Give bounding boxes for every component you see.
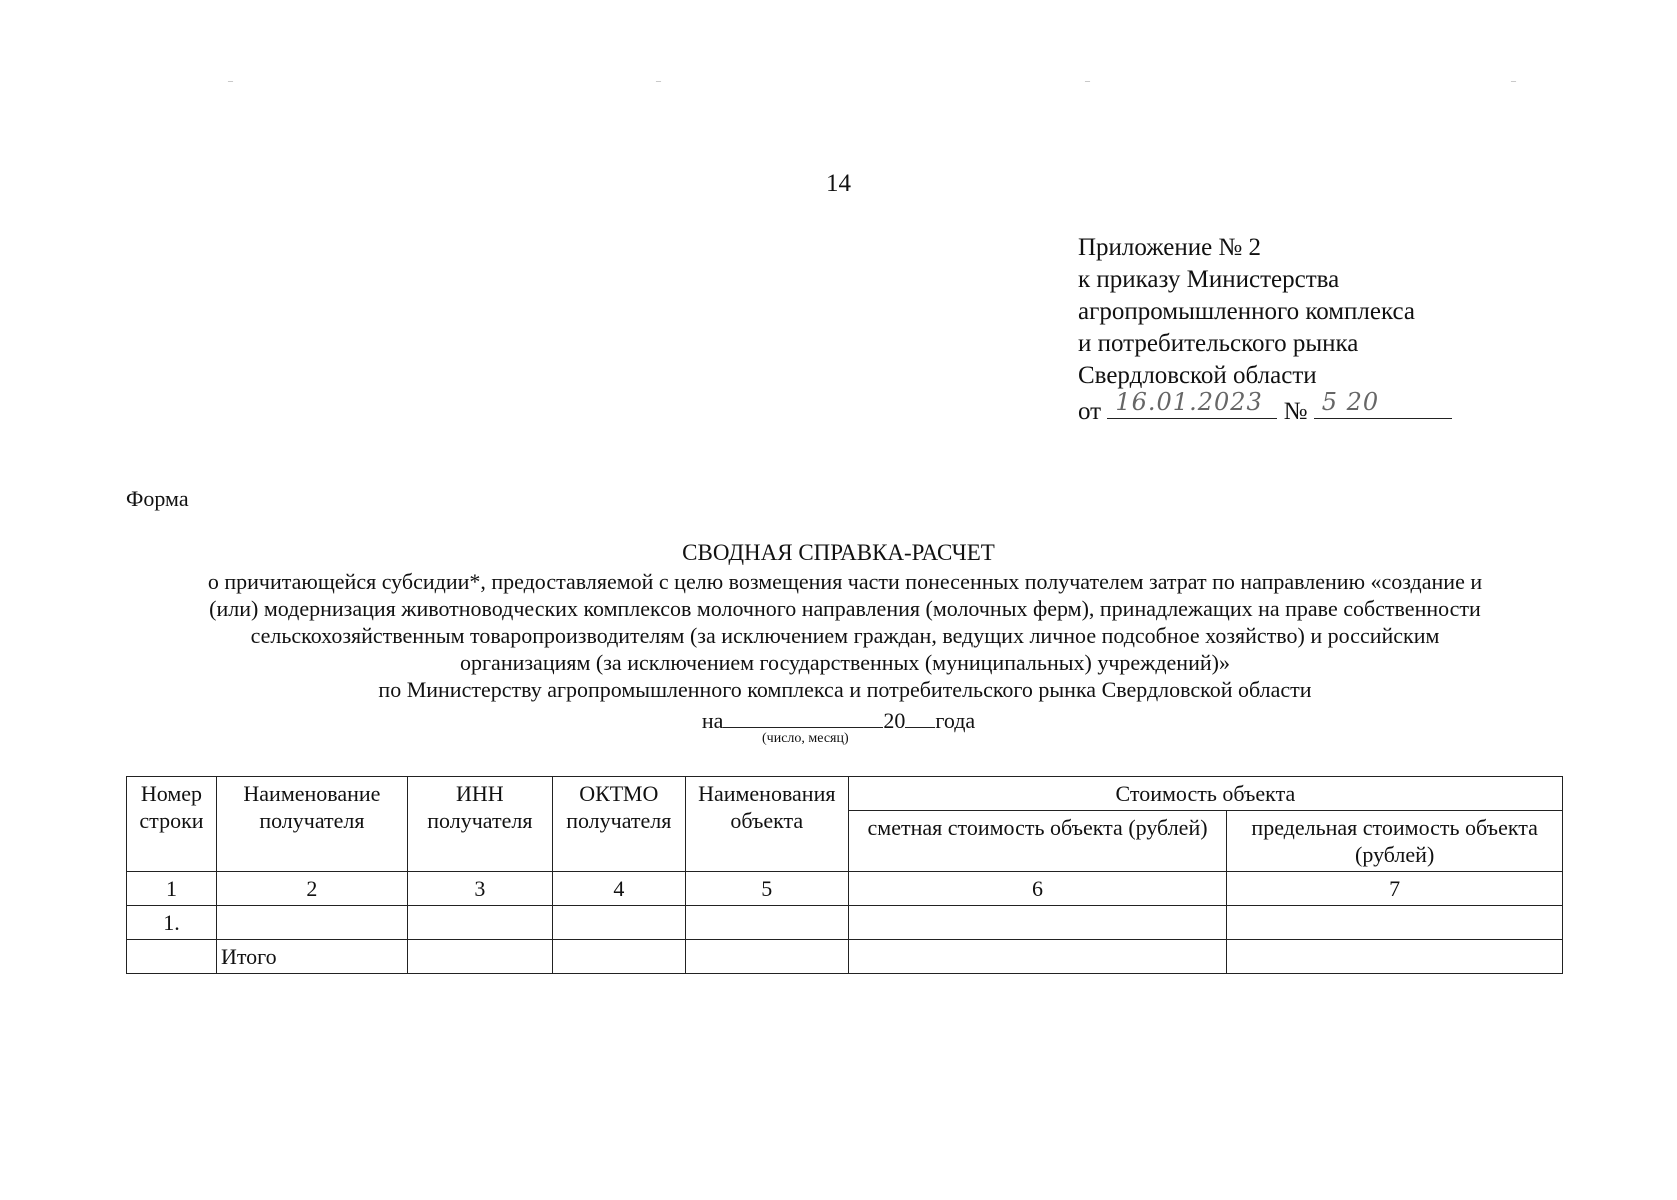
column-number: 3 [407, 872, 552, 906]
column-number: 2 [216, 872, 407, 906]
appendix-line: и потребительского рынка [1078, 330, 1359, 357]
table-cell [848, 906, 1227, 940]
subsidy-table [126, 776, 1563, 974]
report-date-suffix: года [935, 708, 976, 733]
table-header-row [127, 777, 1563, 811]
table-row [127, 906, 1563, 940]
header-recipient-name: Наименование получателя [216, 777, 407, 872]
order-number-field [1314, 388, 1452, 419]
column-number: 4 [552, 872, 685, 906]
order-date-number-line [1078, 388, 1452, 428]
date-hint: (число, месяц) [762, 731, 849, 746]
appendix-line: Приложение № 2 [1078, 234, 1262, 261]
handwritten-date: 16.01.2023 [1115, 388, 1263, 416]
header-oktmo: ОКТМО получателя [552, 777, 685, 872]
table-total-row [127, 940, 1563, 974]
table-cell [216, 906, 407, 940]
column-number: 6 [848, 872, 1227, 906]
header-object-name: Наименования объекта [685, 777, 848, 872]
report-day-month-blank [723, 707, 883, 728]
scan-speck: – [656, 76, 661, 87]
report-date-prefix: на [701, 708, 724, 733]
table-cell: 1. [127, 906, 217, 940]
header-max-cost: предельная стоимость объекта (рублей) [1227, 811, 1563, 872]
form-label: Форма [126, 486, 189, 511]
table-cell [685, 940, 848, 974]
column-number: 5 [685, 872, 848, 906]
scan-speck: – [1511, 76, 1516, 87]
column-number-row [127, 872, 1563, 906]
appendix-line: к приказу Министерства [1078, 266, 1340, 293]
order-date-field [1107, 388, 1277, 419]
table-cell [552, 906, 685, 940]
table-cell [1227, 906, 1563, 940]
page-number: 14 [826, 170, 851, 197]
document-title: СВОДНАЯ СПРАВКА-РАСЧЕТ [682, 540, 995, 565]
table-cell [407, 940, 552, 974]
table-cell [127, 940, 217, 974]
description-line: о причитающейся субсидии*, предоставляемой с целю возмещения части понесенных получателем затрат по направлению «создание и [207, 569, 1483, 594]
handwritten-number: 5 20 [1321, 388, 1380, 416]
table-cell [685, 906, 848, 940]
header-row-number: Номер строки [127, 777, 217, 872]
appendix-line: агропромышленного комплекса [1078, 298, 1416, 325]
report-year-blank [905, 707, 935, 728]
table-cell [552, 940, 685, 974]
report-date-line [0, 707, 1677, 734]
scan-speck: – [228, 76, 233, 87]
table-cell [848, 940, 1227, 974]
description-line: организациям (за исключением государственных (муниципальных) учреждений)» [460, 650, 1230, 675]
document-description [140, 568, 1550, 703]
appendix-block [1078, 232, 1452, 428]
table-cell [407, 906, 552, 940]
header-inn: ИНН получателя [407, 777, 552, 872]
date-prefix: от [1078, 398, 1102, 425]
description-line: по Министерству агропромышленного комплекса и потребительского рынка Свердловской области [378, 677, 1312, 702]
column-number: 1 [127, 872, 217, 906]
report-year-prefix: 20 [883, 708, 906, 733]
description-line: сельскохозяйственным товаропроизводителям (за исключением граждан, ведущих личное подсобное хозяйство) и российским [250, 623, 1440, 648]
appendix-line: Свердловской области [1078, 362, 1317, 389]
number-prefix: № [1283, 398, 1308, 425]
scan-speck: – [1085, 76, 1090, 87]
table-cell [1227, 940, 1563, 974]
header-estimated-cost: сметная стоимость объекта (рублей) [848, 811, 1227, 872]
description-line: (или) модернизация животноводческих комплексов молочного направления (молочных ферм), принадлежащих на праве собственности [209, 596, 1481, 621]
total-label: Итого [216, 940, 407, 974]
column-number: 7 [1227, 872, 1563, 906]
header-object-cost: Стоимость объекта [848, 777, 1562, 811]
